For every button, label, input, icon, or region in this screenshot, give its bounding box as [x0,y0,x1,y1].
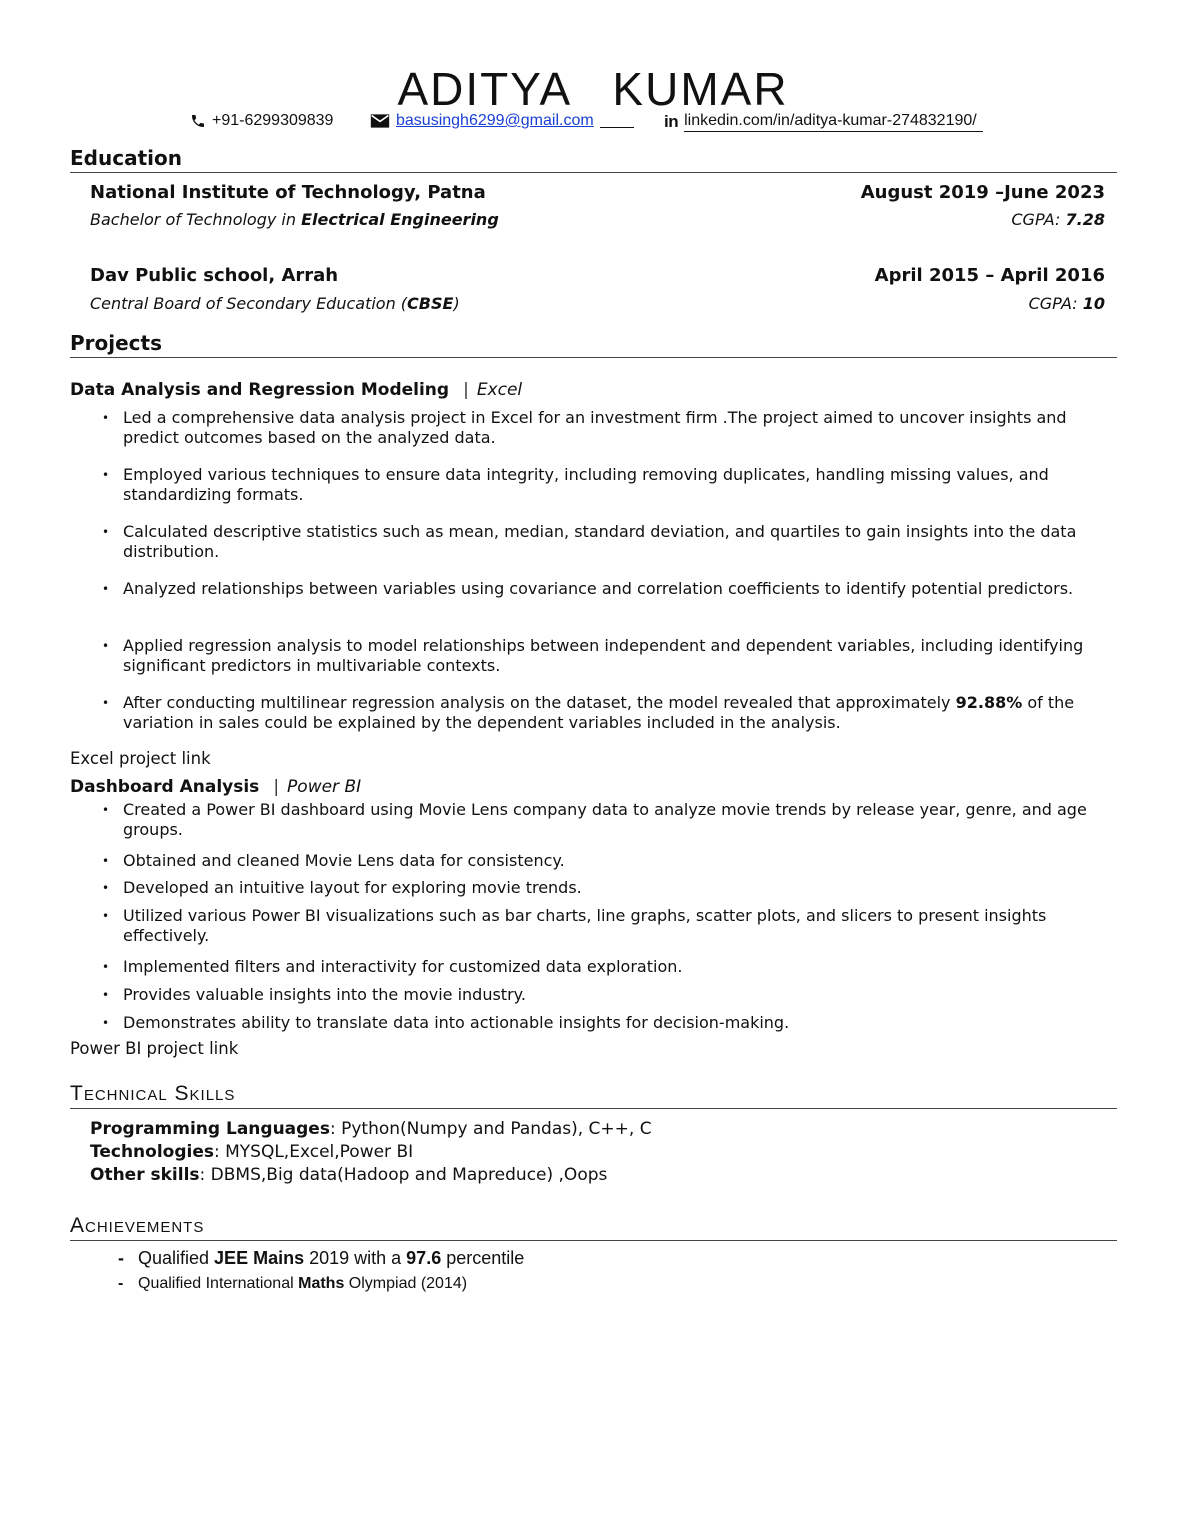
edu-2-school: Dav Public school, Arrah [90,265,339,286]
skill-row: Technologies: MYSQL,Excel,Power BI [90,1142,414,1162]
edu-1-school: National Institute of Technology, Patna [90,182,486,203]
edu-2-degree: Central Board of Secondary Education (CBSE) [90,294,460,313]
powerbi-project-link[interactable]: Power BI project link [70,1039,239,1058]
list-item: • Employed various techniques to ensure data integrity, including removing duplicates, handling missing values, and standardizing formats. [100,465,1120,505]
phone-contact[interactable] [190,112,333,130]
email-contact[interactable] [370,112,634,130]
list-item: • Created a Power BI dashboard using Movie Lens company data to analyze movie trends by release year, genre, and age groups. [100,800,1120,840]
linkedin-link[interactable]: linkedin.com/in/aditya-kumar-274832190/ [684,112,983,132]
linkedin-icon: in [664,112,679,131]
project-2-title: Dashboard Analysis | Power BI [70,777,362,797]
envelope-icon [370,113,390,129]
list-item: • Led a comprehensive data analysis project in Excel for an investment firm .The project aimed to uncover insights and predict outcomes based on the analyzed data. [100,408,1120,448]
projects-heading: Projects [70,331,1117,358]
edu-1-dates: August 2019 –June 2023 [860,182,1105,203]
edu-2-details [90,294,1105,313]
achievements-list [118,1248,524,1293]
linkedin-contact[interactable] [664,112,983,132]
phone-icon [190,113,206,129]
technical-skills-heading: Technical Skills [70,1082,1117,1109]
list-item: • Calculated descriptive statistics such as mean, median, standard deviation, and quartiles to gain insights into the data distribution. [100,522,1120,562]
project-1-title: Data Analysis and Regression Modeling | Excel [70,380,523,400]
list-item: • Analyzed relationships between variables using covariance and correlation coefficients to identify potential predictors. [100,579,1120,599]
list-item: • Provides valuable insights into the movie industry. [100,985,1120,1005]
excel-project-link[interactable]: Excel project link [70,749,211,768]
list-item: • After conducting multilinear regression analysis on the dataset, the model revealed that approximately 92.88% of the variation in sales could be explained by the dependent variables included in the analysis. [100,693,1120,733]
edu-2-grade: CGPA: 10 [1028,294,1105,313]
skill-row: Programming Languages: Python(Numpy and Pandas), C++, C [90,1119,652,1139]
education-heading: Education [70,146,1117,173]
list-item: • Developed an intuitive layout for exploring movie trends. [100,878,1120,898]
list-item: • Utilized various Power BI visualizations such as bar charts, line graphs, scatter plots, and slicers to present insights effectively. [100,906,1120,946]
project-2-bullets [100,800,1120,1033]
list-item: - Qualified International Maths Olympiad (2014) [118,1275,524,1293]
list-item: • Obtained and cleaned Movie Lens data for consistency. [100,851,1120,871]
skill-row: Other skills: DBMS,Big data(Hadoop and Mapreduce) ,Oops [90,1165,608,1185]
candidate-name: ADITYA KUMAR [397,63,789,115]
achievements-heading: Achievements [70,1214,1117,1241]
project-1-bullets [100,408,1120,733]
skills-list [90,1118,652,1187]
email-link[interactable]: basusingh6299@gmail.com [396,112,594,129]
list-item: - Qualified JEE Mains 2019 with a 97.6 percentile [118,1248,524,1269]
edu-2-header [90,265,1105,286]
edu-1-degree: Bachelor of Technology in Electrical Engineering [90,210,499,229]
list-item: • Applied regression analysis to model relationships between independent and dependent variables, including identifying significant predictors in multivariable contexts. [100,636,1120,676]
phone-number: +91-6299309839 [212,112,334,129]
edu-2-dates: April 2015 – April 2016 [874,265,1105,286]
email-underline [600,114,634,128]
list-item: • Demonstrates ability to translate data into actionable insights for decision-making. [100,1013,1120,1033]
edu-1-grade: CGPA: 7.28 [1011,210,1105,229]
edu-1-details [90,210,1105,229]
list-item: • Implemented filters and interactivity for customized data exploration. [100,957,1120,977]
edu-1-header [90,182,1105,203]
